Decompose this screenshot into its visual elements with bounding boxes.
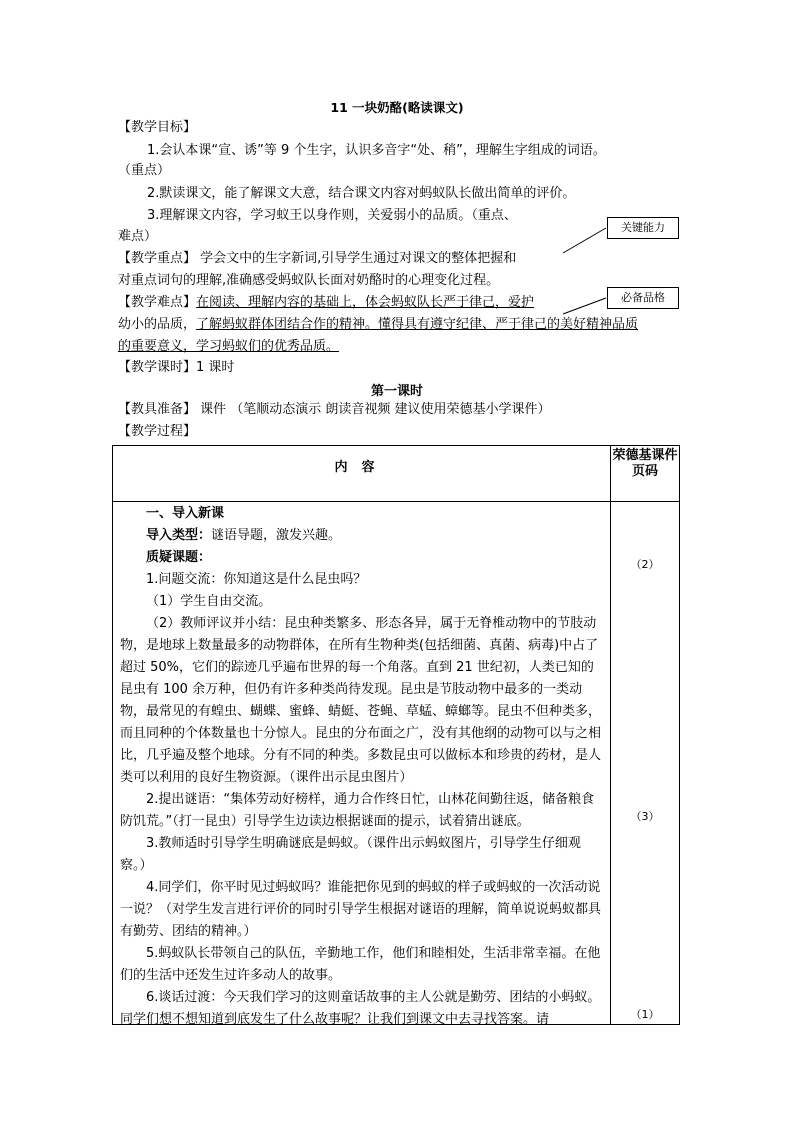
paragraph-1-2: （2）教师评议并小结：昆虫种类繁多、形态各异，属于无脊椎动物中的节肢动物，是地球上数量最多的动物群体，在所有生物种类(包括细菌、真菌、病毒)中占了超过 50%，它们的踪迹几乎遍布世界的每一个角落。直到 21 世纪初，人类已知的昆虫有 100 余万种，但仍有许多种类尚待发现。昆虫是节肢动物中最多的一类动物，最常见的有蝗虫、蝴蝶、蜜蜂、蜻蜓、苍蝇、草蜢、蟑螂等。昆虫不但种类多，而且同种的个体数量也十分惊人。昆虫的分布面之广，没有其他纲的动物可以与之相比，几乎遍及整个地球。分有不同的种类。多数昆虫可以做标本和珍贵的药材，是人类可以利用的良好生物资源。（课件出示昆虫图片） [120,616,602,785]
tools-value: 课件 （笔顺动态演示 朗读音视频 建议使用荣德基小学课件） [200,402,551,417]
paragraph-1-1: （1）学生自由交流。 [146,594,272,609]
difficulty-text-2a: 幼小的品质， [118,317,197,332]
column-divider [610,446,611,1024]
paragraph-2: 2.提出谜语：“集体劳动好榜样，通力合作终日忙，山林花间勤往返，储备粮食防饥荒。”（打一昆虫）引导学生边读边根据谜面的提示，试着猜出谜底。 [120,792,595,829]
period-label: 【教学课时】 [118,360,197,375]
process-table [112,445,680,1025]
goal-2: 2.默读课文，能了解课文大意，结合课文内容对蚂蚁队长做出简单的评价。 [147,186,576,201]
page-ref-b: （3） [630,810,660,823]
paragraph-6: 6.谈话过渡：今天我们学习的这则童话故事的主人公就是勤劳、团结的小蚂蚁。同学们想不想知道到底发生了什么故事呢？让我们到课文中去寻找答案。请 [120,990,601,1027]
intro-type-value: 谜语导题，激发兴趣。 [211,528,342,543]
difficulty-text-2b: 了解蚂蚁群体团结合作的精神。懂得具有遵守纪律、严于律己的美好精神品质 [196,317,639,332]
section-heading: 一、导入新课 [146,506,225,521]
paragraph-3: 3.教师适时引导学生明确谜底是蚂蚁。（课件出示蚂蚁图片，引导学生仔细观察。） [120,836,581,873]
intro-type [120,525,605,547]
document-title: 11 一块奶酪(略读课文) [330,100,464,115]
annotation-connectors [0,0,794,400]
period-value: 1 课时 [196,360,235,375]
goal-3-note: 难点） [118,229,158,244]
note-character: 必备品格 [607,287,679,309]
process-heading: 【教学过程】 [118,424,197,439]
header-content: 内容 [334,460,389,475]
difficulty-label: 【教学难点】 [118,295,197,310]
goal-1-note: （重点） [118,163,171,178]
page-ref-c: （1） [630,1008,660,1021]
header-divider [113,501,679,502]
tools-line [118,402,551,418]
goal-1: 1.会认本课“宣、诱”等 9 个生字，认识多音字“处、稍”，理解生字组成的词语。 [147,143,606,158]
key-points-text: 学会文中的生字新词,引导学生通过对课文的整体把握和 [200,251,517,266]
header-page: 荣德基课件页码 [612,448,678,479]
page-ref-a: （2） [630,558,660,571]
difficulty-text: 在阅读、理解内容的基础上，体会蚂蚁队长严于律己，爱护 [196,295,535,310]
paragraph-1: 1.问题交流：你知道这是什么昆虫吗？ [146,572,367,587]
intro-type-label: 导入类型： [146,528,212,543]
tools-label: 【教具准备】 [118,402,197,417]
paragraph-5: 5.蚂蚁队长带领自己的队伍，辛勤地工作，他们和睦相处，生活非常幸福。在他们的生活中还发生过许多动人的故事。 [120,946,601,983]
note-key-ability: 关键能力 [607,217,679,239]
connector-key-ability [563,228,606,253]
goals-heading: 【教学目标】 [118,120,197,135]
question-label: 质疑课题： [146,550,212,565]
goal-3: 3.理解课文内容，学习蚁王以身作则，关爱弱小的品质。（重点、 [147,208,517,223]
difficulty-line-3: 的重要意义，学习蚂蚁们的优秀品质。 [118,339,340,354]
paragraph-4: 4.同学们，你平时见过蚂蚁吗？谁能把你见到的蚂蚁的样子或蚂蚁的一次活动说一说？（对学生发言进行评价的同时引导学生根据对谜语的理解，简单说说蚂蚁都具有勤劳、团结的精神。） [120,880,602,939]
connector-character [563,298,606,314]
key-points-label: 【教学重点】 [118,251,197,266]
period-line [118,360,234,376]
content-cell [120,503,605,1031]
lesson-heading: 第一课时 [370,384,423,399]
key-points-line-2: 对重点词句的理解,准确感受蚂蚁队长面对奶酪时的心理变化过程。 [118,273,500,288]
